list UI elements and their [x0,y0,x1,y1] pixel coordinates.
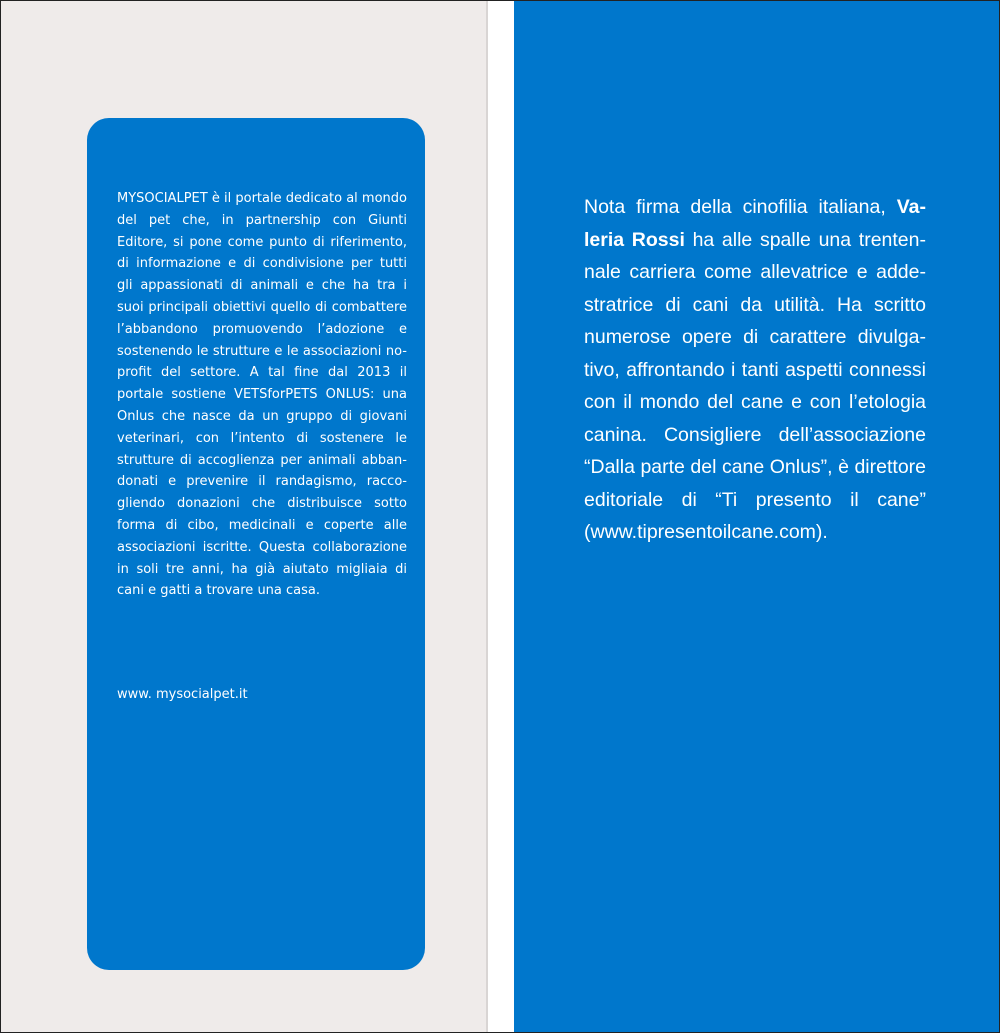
mysocialpet-paragraph: MYSOCIALPET è il portale dedicato al mondo del pet che, in partnership con Giunti Editore, si pone come punto di riferimento, di informazione e di condivisione per tutti gli appassionati di animali e che ha tra i suoi principali obiettivi quello di combattere l’abbandono promuovendo l’adozione e sostenendo le strutture e le associazioni no-profit del settore. A tal fine dal 2013 il portale sostiene VETSforPETS ONLUS: una Onlus che nasce da un gruppo di giovani veterinari, con l’intento di sostenere le strutture di accoglienza per animali abbandonati e prevenire il randagismo, raccogliendo donazioni che distribuisce sotto forma di cibo, medicinali e coperte alle associazioni iscritte. Questa collaborazione in soli tre anni, ha già aiutato migliaia di cani e gatti a trovare una casa. [117,191,407,599]
left-flap [1,1,486,1032]
mysocialpet-website: www. mysocialpet.it [117,687,248,702]
author-bio-paragraph [584,191,926,549]
bio-intro: Nota firma della cinofilia italiana, [584,196,897,218]
author-bio [584,191,926,549]
right-flap [514,1,999,1032]
mysocialpet-info-card [87,118,425,970]
fold-line [486,1,488,1032]
mysocialpet-description [117,188,407,602]
bio-body: ha alle spalle una trentennale carriera come allevatrice e addestratrice di cani da utilità. Ha scritto numerose opere di carattere divulgativo, affrontando i tanti aspetti connessi con il mondo del cane e con l’etologia canina. Consigliere dell’associazione “Dalla parte del cane Onlus”, è direttore editoriale di “Ti presento il cane” (www.tipresentoilcane.com). [584,228,926,543]
author-name: Valeria Rossi [584,196,926,251]
